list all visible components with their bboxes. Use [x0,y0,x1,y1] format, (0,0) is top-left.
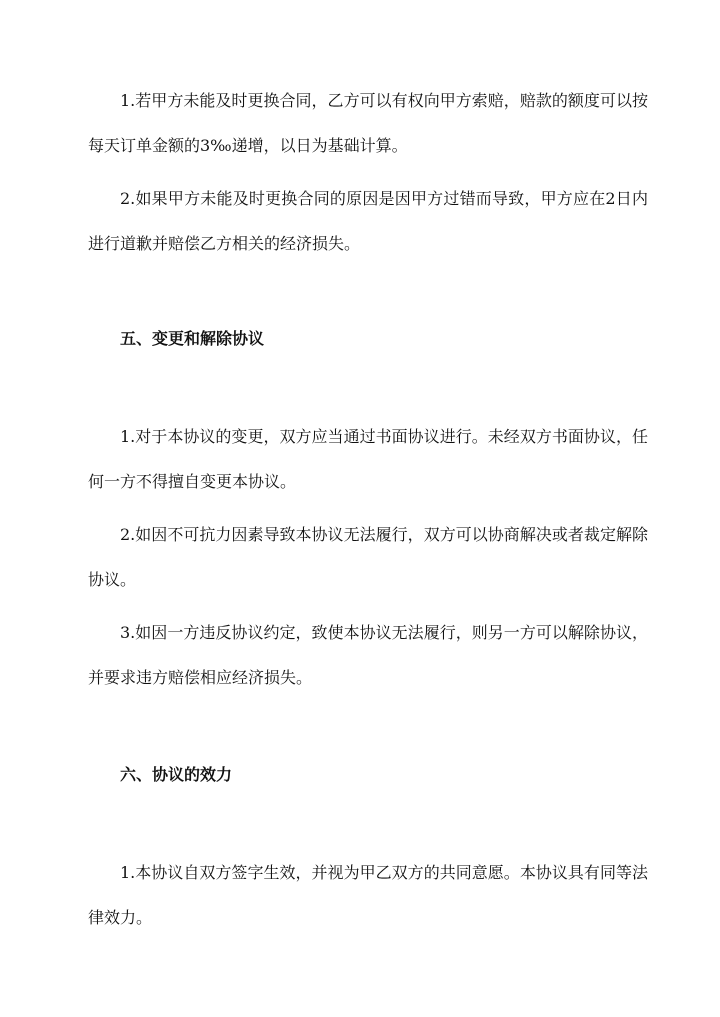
section-heading-validity: 六、协议的效力 [120,765,233,784]
section-heading-modification: 五、变更和解除协议 [120,329,265,348]
paragraph-compensation-rate: 1.若甲方未能及时更换合同，乙方可以有权向甲方索赔，赔款的额度可以按每天订单金额的3‰递增，以日为基础计算。 [88,91,648,155]
paragraph-force-majeure: 2.如因不可抗力因素导致本协议无法履行，双方可以协商解决或者裁定解除协议。 [88,525,648,589]
paragraph-breach-termination: 3.如因一方违反协议约定，致使本协议无法履行，则另一方可以解除协议，并要求违方赔偿相应经济损失。 [88,623,648,687]
paragraph-apology-compensation: 2.如果甲方未能及时更换合同的原因是因甲方过错而导致，甲方应在2日内进行道歉并赔偿乙方相关的经济损失。 [88,189,648,253]
paragraph-written-modification: 1.对于本协议的变更，双方应当通过书面协议进行。未经双方书面协议，任何一方不得擅自变更本协议。 [88,427,648,491]
paragraph-effective-upon-signing: 1.本协议自双方签字生效，并视为甲乙双方的共同意愿。本协议具有同等法律效力。 [88,863,648,927]
